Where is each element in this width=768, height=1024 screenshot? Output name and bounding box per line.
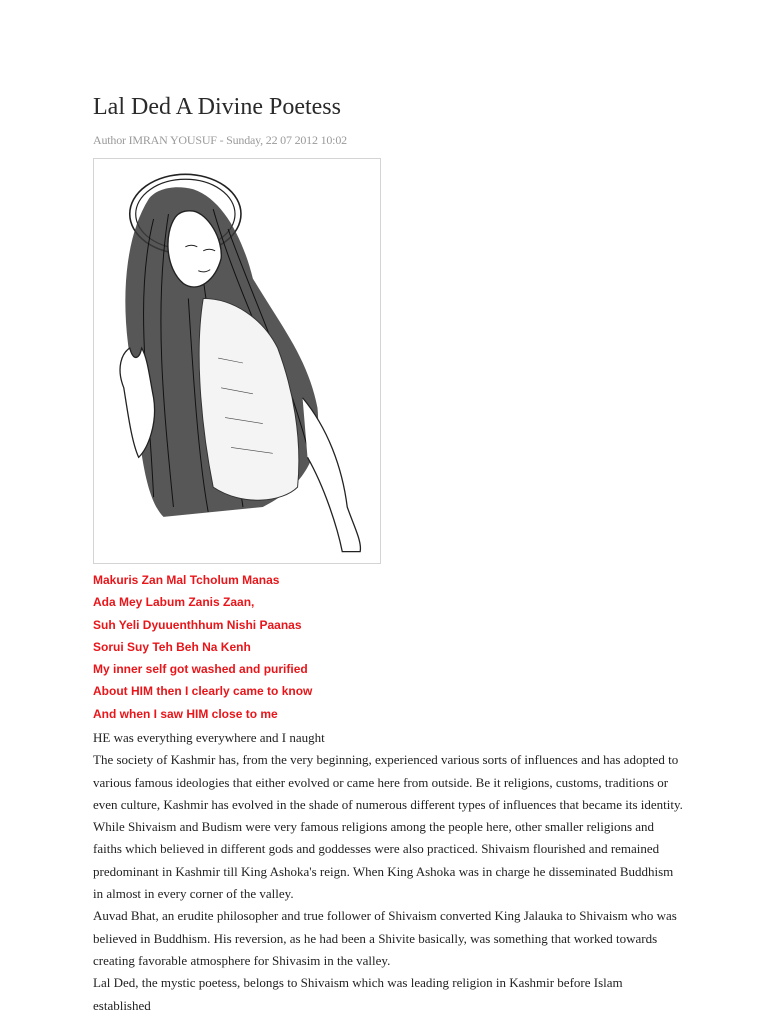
verse-line: Sorui Suy Teh Beh Na Kenh <box>93 639 251 654</box>
article-byline: Author IMRAN YOUSUF - Sunday, 22 07 2012 10:02 <box>93 133 347 147</box>
article-body <box>93 727 683 1017</box>
verse-lines <box>93 571 312 727</box>
body-paragraph: HE was everything everywhere and I naught <box>93 730 325 745</box>
verse-line: My inner self got washed and purified <box>93 662 308 677</box>
verse-line: Suh Yeli Dyuuenthhum Nishi Paanas <box>93 617 302 632</box>
verse-line: Ada Mey Labum Zanis Zaan, <box>93 595 255 610</box>
verse-line: Makuris Zan Mal Tcholum Manas <box>93 573 280 587</box>
article-title: Lal Ded A Divine Poetess <box>93 94 341 120</box>
body-paragraph: Lal Ded, the mystic poetess, belongs to Shivaism which was leading religion in Kashmir before Islam established <box>93 975 623 1013</box>
body-paragraph: Auvad Bhat, an erudite philosopher and true follower of Shivaism converted King Jalauka to Shivaism who was believed in Buddhism. His reversion, as he had been a Shivite basically, was something that worked towards creating favorable atmosphere for Shivasim in the valley. <box>93 908 677 968</box>
verse-line: About HIM then I clearly came to know <box>93 684 313 699</box>
lal-ded-illustration <box>93 158 381 564</box>
verse-line: And when I saw HIM close to me <box>93 706 278 721</box>
body-paragraph: The society of Kashmir has, from the very beginning, experienced various sorts of influences and has adopted to various famous ideologies that either evolved or came here from outside. Be it religions, customs, traditions or even culture, Kashmir has evolved in the shade of numerous different types of influences that became its identity. While Shivaism and Budism were very famous religions among the people here, other smaller religions and faiths which believed in different gods and goddesses were also practiced. Shivaism flourished and remained predominant in Kashmir till King Ashoka's reign. When King Ashoka was in charge he disseminated Buddhism in almost in every corner of the valley. <box>93 752 683 902</box>
